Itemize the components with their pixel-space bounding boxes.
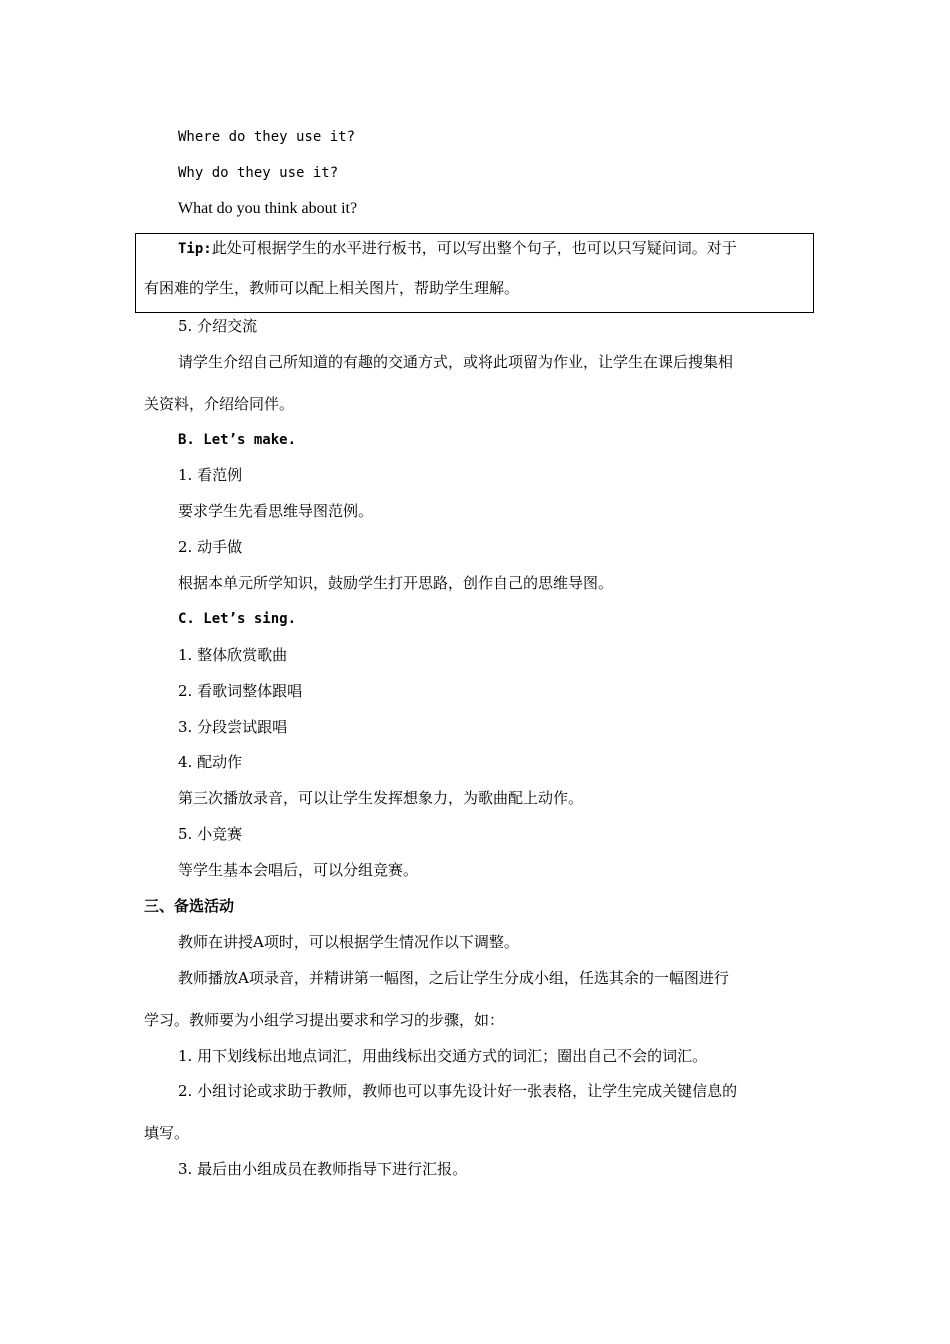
tip-box: [135, 233, 814, 313]
question-where: Where do they use it?: [178, 129, 356, 145]
a5-body-line-2: 关资料，介绍给同伴。: [144, 395, 295, 413]
c-step-5-text: 等学生基本会唱后，可以分组竞赛。: [178, 861, 419, 879]
tip-line-2: 有困难的学生，教师可以配上相关图片，帮助学生理解。: [144, 279, 520, 297]
s3-item-3: 3. 最后由小组成员在教师指导下进行汇报。: [178, 1160, 468, 1178]
question-think: What do you think about it?: [178, 200, 358, 217]
s3-paragraph-2-line-1: 教师播放A项录音，并精讲第一幅图，之后让学生分成小组，任选其余的一幅图进行: [178, 969, 729, 987]
section-c-heading: C. Let’s sing.: [178, 611, 297, 627]
c-step-2: 2. 看歌词整体跟唱: [178, 682, 303, 700]
tip-text-1: 此处可根据学生的水平进行板书，可以写出整个句子，也可以只写疑问词。对于: [211, 239, 737, 257]
c-step-3: 3. 分段尝试跟唱: [178, 718, 288, 736]
c-step-4: 4. 配动作: [178, 753, 243, 771]
a5-heading: 5. 介绍交流: [178, 317, 258, 335]
s3-item-2-line-1: 2. 小组讨论或求助于教师，教师也可以事先设计好一张表格，让学生完成关键信息的: [178, 1082, 738, 1100]
s3-item-1: 1. 用下划线标出地点词汇，用曲线标出交通方式的词汇；圈出自己不会的词汇。: [178, 1047, 708, 1065]
b-step-2-text: 根据本单元所学知识，鼓励学生打开思路，创作自己的思维导图。: [178, 574, 614, 592]
s3-item-2-line-2: 填写。: [144, 1124, 190, 1142]
section-b-heading: B. Let’s make.: [178, 432, 297, 448]
s3-paragraph-1: 教师在讲授A项时，可以根据学生情况作以下调整。: [178, 933, 519, 951]
c-step-1: 1. 整体欣赏歌曲: [178, 646, 288, 664]
tip-line-1: [178, 238, 737, 259]
tip-label: Tip:: [178, 241, 212, 257]
b-step-2: 2. 动手做: [178, 538, 243, 556]
a5-body-line-1: 请学生介绍自己所知道的有趣的交通方式，或将此项留为作业，让学生在课后搜集相: [178, 353, 734, 371]
c-step-5: 5. 小竞赛: [178, 825, 243, 843]
c-step-4-text: 第三次播放录音，可以让学生发挥想象力，为歌曲配上动作。: [178, 789, 584, 807]
b-step-1-text: 要求学生先看思维导图范例。: [178, 502, 374, 520]
question-why: Why do they use it?: [178, 165, 339, 181]
section-3-heading: 三、备选活动: [144, 897, 235, 915]
b-step-1: 1. 看范例: [178, 466, 243, 484]
s3-paragraph-2-line-2: 学习。教师要为小组学习提出要求和学习的步骤，如：: [144, 1011, 505, 1029]
